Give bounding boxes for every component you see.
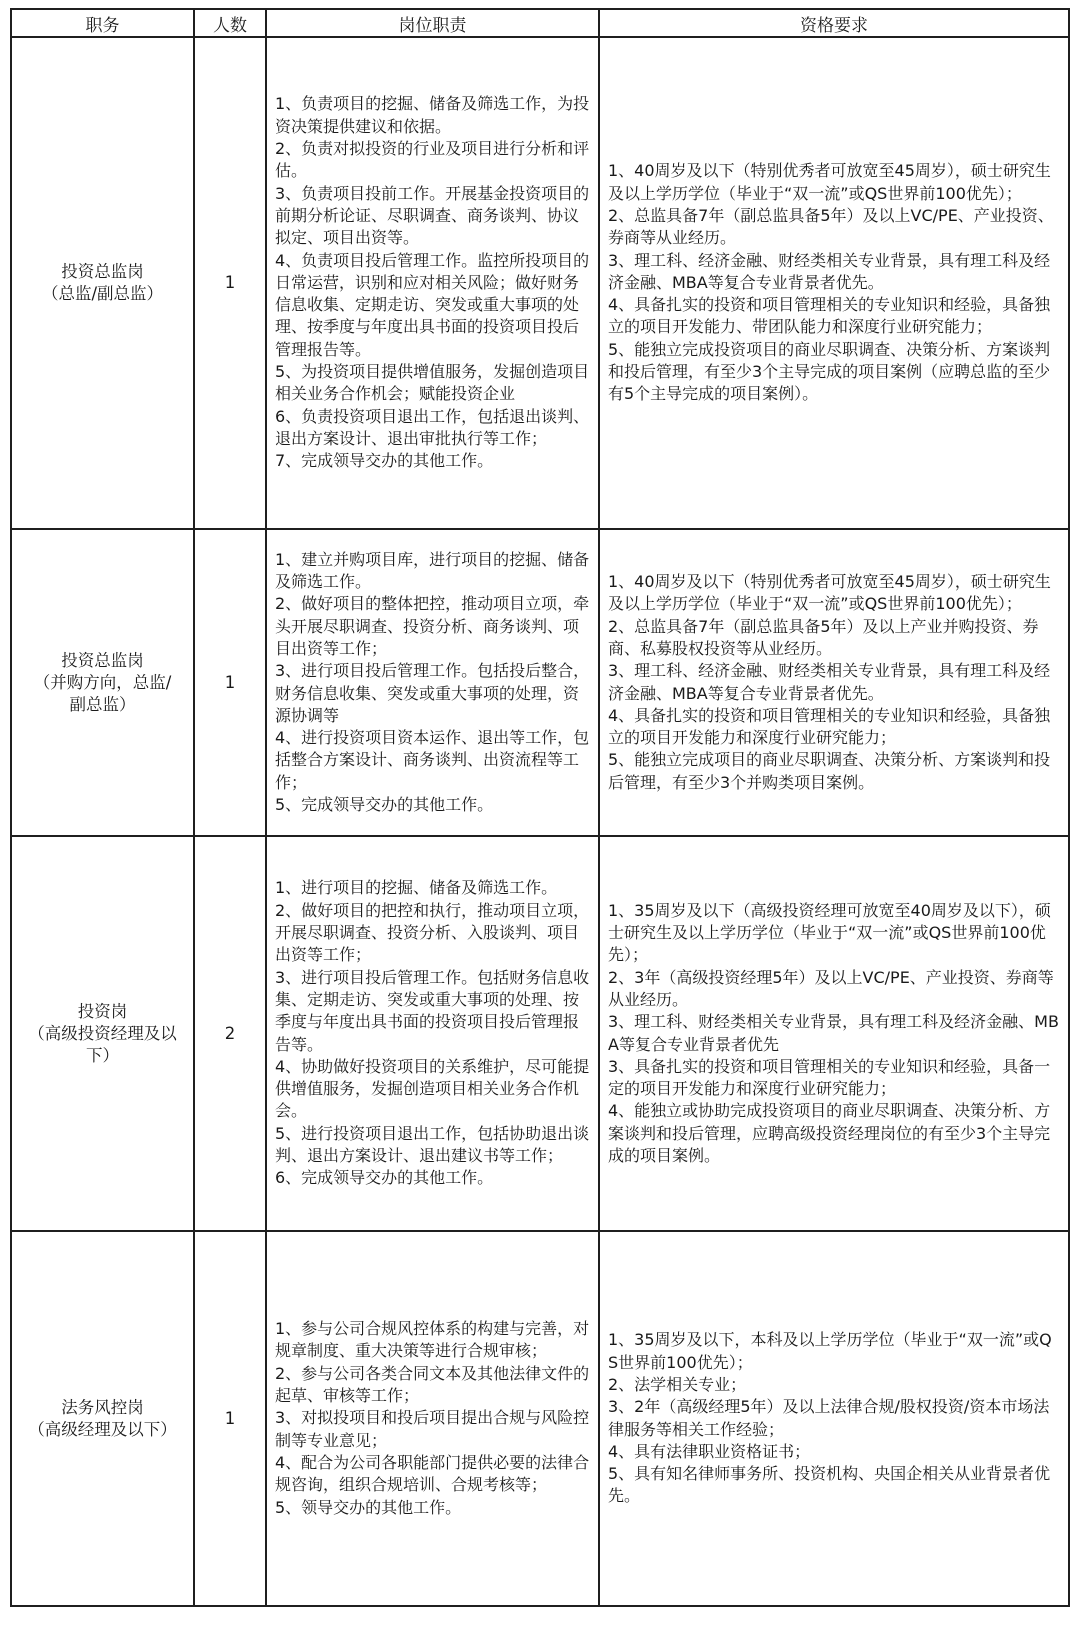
duty-item: 3、对拟投项目和投后项目提出合规与风险控制等专业意见； — [275, 1408, 590, 1450]
position-title-line: 下） — [86, 1045, 119, 1065]
duty-item: 1、参与公司合规风控体系的构建与完善，对规章制度、重大决策等进行合规审核； — [275, 1319, 590, 1361]
duty-item: 6、完成领导交办的其他工作。 — [275, 1168, 494, 1188]
requirement-item: 4、具备扎实的投资和项目管理相关的专业知识和经验，具备独立的项目开发能力和深度行业研究能力； — [608, 705, 1051, 748]
duty-item: 3、进行项目投后管理工作。包括财务信息收集、定期走访、突发或重大事项的处理、按季度与年度出具书面的投资项目投后管理报告等。 — [275, 967, 590, 1054]
header-requirement: 资格要求 — [599, 9, 1069, 37]
duty-item: 5、完成领导交办的其他工作。 — [275, 794, 494, 814]
requirement-item: 3、具备扎实的投资和项目管理相关的专业知识和经验，具备一定的项目开发能力和深度行业研究能力； — [608, 1056, 1051, 1099]
headcount: 1 — [194, 37, 266, 529]
requirement-cell — [599, 836, 1069, 1231]
duty-item: 3、进行项目投后管理工作。包括投后整合，财务信息收集、突发或重大事项的处理，资源协调等 — [275, 661, 590, 725]
duty-item: 5、领导交办的其他工作。 — [275, 1497, 462, 1517]
headcount: 1 — [194, 1231, 266, 1606]
position-title — [11, 529, 194, 836]
table-row — [11, 37, 1069, 529]
requirement-item: 3、2年（高级经理5年）及以上法律合规/股权投资/资本市场法律服务等相关工作经验； — [608, 1397, 1050, 1439]
table-row — [11, 836, 1069, 1231]
requirement-item: 4、具备扎实的投资和项目管理相关的专业知识和经验，具备独立的项目开发能力、带团队能力和深度行业研究能力； — [608, 295, 1051, 337]
headcount: 1 — [194, 529, 266, 836]
requirement-item: 3、理工科、经济金融、财经类相关专业背景，具有理工科及经济金融、MBA等复合专业背景者优先。 — [608, 250, 1051, 292]
requirement-item: 3、理工科、经济金融、财经类相关专业背景，具有理工科及经济金融、MBA等复合专业背景者优先。 — [608, 661, 1051, 703]
requirement-cell — [599, 1231, 1069, 1606]
position-title — [11, 836, 194, 1231]
requirement-item: 5、具有知名律师事务所、投资机构、央国企相关从业背景者优先。 — [608, 1464, 1051, 1506]
duty-item: 1、负责项目的挖掘、储备及筛选工作，为投资决策提供建议和依据。 — [275, 94, 590, 136]
requirement-item: 1、40周岁及以下（特别优秀者可放宽至45周岁），硕士研究生及以上学历学位（毕业于“双一流”或QS世界前100优先）； — [608, 572, 1051, 614]
position-title — [11, 37, 194, 529]
position-title-line: 副总监） — [69, 694, 136, 714]
duty-item: 4、配合为公司各职能部门提供必要的法律合规咨询，组织合规培训、合规考核等； — [275, 1452, 590, 1495]
position-title-line: 投资总监岗 — [61, 650, 144, 670]
duty-item: 2、参与公司各类合同文本及其他法律文件的起草、审核等工作； — [275, 1363, 590, 1406]
duty-item: 7、完成领导交办的其他工作。 — [275, 451, 494, 471]
position-title-line: 投资岗 — [77, 1001, 128, 1021]
table-row — [11, 529, 1069, 836]
requirement-item: 2、法学相关专业； — [608, 1374, 747, 1394]
duty-item: 1、进行项目的挖掘、储备及筛选工作。 — [275, 878, 558, 898]
requirement-item: 1、35周岁及以下，本科及以上学历学位（毕业于“双一流”或QS世界前100优先）； — [608, 1330, 1052, 1372]
requirement-item: 3、理工科、财经类相关专业背景，具有理工科及经济金融、MBA等复合专业背景者优先 — [608, 1012, 1059, 1054]
duty-item: 4、进行投资项目资本运作、退出等工作，包括整合方案设计、商务谈判、出资流程等工作； — [275, 728, 590, 792]
header-count: 人数 — [194, 9, 266, 37]
table-row — [11, 1231, 1069, 1606]
position-title-line: （高级经理及以下） — [28, 1419, 177, 1439]
duty-item: 6、负责投资项目退出工作，包括退出谈判、退出方案设计、退出审批执行等工作； — [275, 406, 590, 448]
header-row — [11, 9, 1069, 37]
duty-item: 2、负责对拟投资的行业及项目进行分析和评估。 — [275, 139, 590, 181]
position-title-line: （高级投资经理及以 — [28, 1023, 177, 1043]
requirement-item: 1、35周岁及以下（高级投资经理可放宽至40周岁及以下），硕士研究生及以上学历学位（毕业于“双一流”或QS世界前100优先）； — [608, 900, 1051, 965]
duty-item: 4、协助做好投资项目的关系维护，尽可能提供增值服务，发掘创造项目相关业务合作机会。 — [275, 1056, 590, 1121]
requirement-cell — [599, 529, 1069, 836]
duty-cell — [266, 37, 599, 529]
position-title-line: （总监/副总监） — [41, 284, 164, 303]
duty-item: 2、做好项目的整体把控，推动项目立项，牵头开展尽职调查、投资分析、商务谈判、项目出资等工作； — [275, 594, 590, 658]
duty-item: 5、为投资项目提供增值服务，发掘创造项目相关业务合作机会；赋能投资企业 — [275, 362, 590, 404]
position-title — [11, 1231, 194, 1606]
recruitment-table — [10, 8, 1070, 1607]
duty-item: 4、负责项目投后管理工作。监控所投项目的日常运营，识别和应对相关风险；做好财务信息收集、定期走访、突发或重大事项的处理、按季度与年度出具书面的投资项目投后管理报告等。 — [275, 250, 590, 359]
duty-item: 5、进行投资项目退出工作，包括协助退出谈判、退出方案设计、退出建议书等工作； — [275, 1123, 590, 1165]
duty-item: 3、负责项目投前工作。开展基金投资项目的前期分析论证、尽职调查、商务谈判、协议拟定、项目出资等。 — [275, 183, 590, 248]
header-duty: 岗位职责 — [266, 9, 599, 37]
requirement-item: 4、能独立或协助完成投资项目的商业尽职调查、决策分析、方案谈判和投后管理，应聘高级投资经理岗位的有至少3个主导完成的项目案例。 — [608, 1101, 1051, 1165]
requirement-cell — [599, 37, 1069, 529]
requirement-item: 5、能独立完成投资项目的商业尽职调查、决策分析、方案谈判和投后管理，有至少3个主导完成的项目案例（应聘总监的至少有5个主导完成的项目案例）。 — [608, 339, 1051, 404]
requirement-item: 2、总监具备7年（副总监具备5年）及以上VC/PE、产业投资、券商等从业经历。 — [608, 205, 1054, 248]
position-title-line: 投资总监岗 — [61, 262, 144, 281]
header-title: 职务 — [11, 9, 194, 37]
position-title-line: 法务风控岗 — [61, 1397, 144, 1417]
requirement-item: 2、3年（高级投资经理5年）及以上VC/PE、产业投资、券商等从业经历。 — [608, 967, 1054, 1009]
requirement-item: 5、能独立完成项目的商业尽职调查、决策分析、方案谈判和投后管理，有至少3个并购类项目案例。 — [608, 750, 1051, 792]
position-title-line: （并购方向，总监/ — [33, 672, 172, 692]
duty-item: 1、建立并购项目库，进行项目的挖掘、储备及筛选工作。 — [275, 549, 590, 592]
duty-cell — [266, 529, 599, 836]
headcount: 2 — [194, 836, 266, 1231]
requirement-item: 4、具有法律职业资格证书； — [608, 1441, 811, 1461]
duty-item: 2、做好项目的把控和执行，推动项目立项，开展尽职调查、投资分析、入股谈判、项目出资等工作； — [275, 900, 590, 965]
requirement-item: 2、总监具备7年（副总监具备5年）及以上产业并购投资、券商、私募股权投资等从业经历。 — [608, 616, 1039, 658]
duty-cell — [266, 1231, 599, 1606]
requirement-item: 1、40周岁及以下（特别优秀者可放宽至45周岁），硕士研究生及以上学历学位（毕业于“双一流”或QS世界前100优先）； — [608, 161, 1051, 203]
duty-cell — [266, 836, 599, 1231]
